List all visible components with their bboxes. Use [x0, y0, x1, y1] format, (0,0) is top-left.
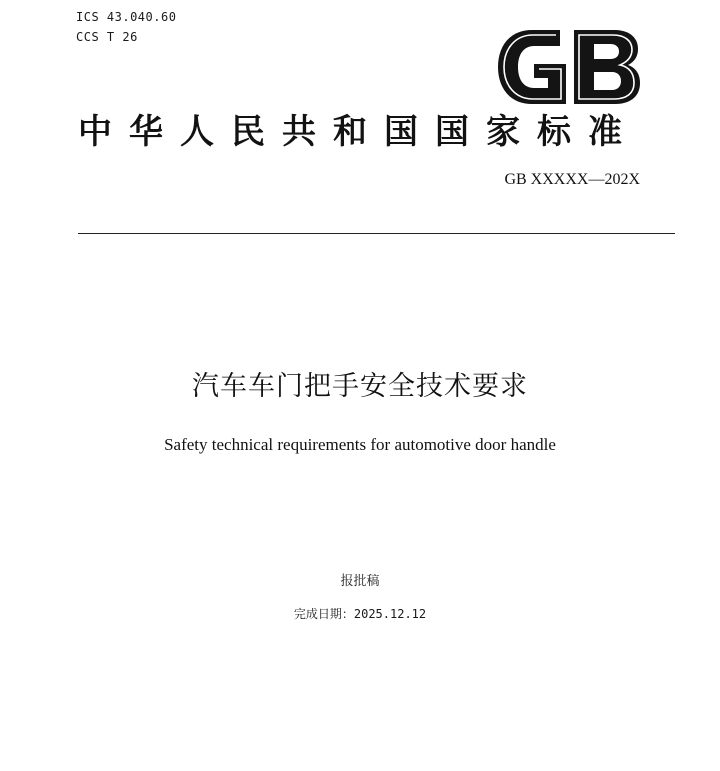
gb-logo-letter-g: [498, 30, 566, 104]
document-title-cn: 汽车车门把手安全技术要求: [192, 371, 528, 402]
document-title-en: Safety technical requirements for automotive door handle: [164, 435, 556, 454]
standard-number: GB XXXXX—202X: [504, 171, 640, 188]
standard-name: 中华人民共和国国家标准: [78, 112, 639, 152]
completion-date-label: 完成日期：: [293, 607, 354, 621]
completion-date-line: [0, 606, 720, 622]
ccs-code: CCS T 26: [76, 30, 138, 44]
draft-status-label: 报批稿: [340, 574, 380, 589]
ics-code: ICS 43.040.60: [76, 10, 177, 24]
completion-date-value: 2025.12.12: [353, 607, 427, 621]
header-divider: [78, 233, 675, 234]
gb-logo: [494, 26, 644, 108]
